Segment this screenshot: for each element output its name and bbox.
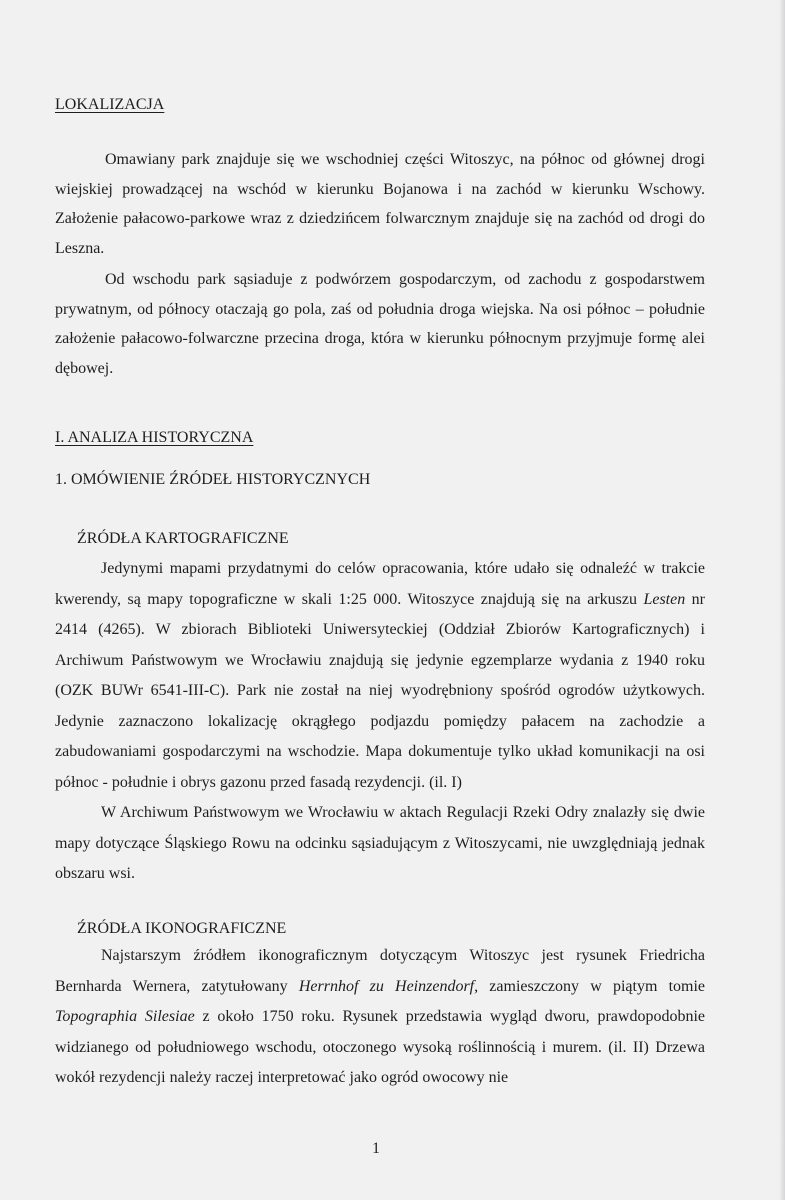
page-edge-shadow (779, 0, 785, 1200)
location-paragraph-2 (55, 265, 705, 383)
heading-zrodla-ikonograficzne: ŹRÓDŁA IKONOGRAFICZNE (77, 920, 287, 937)
location-paragraph-1 (55, 145, 705, 263)
map-sheet-name: Lesten (643, 590, 686, 608)
paragraph-text (55, 554, 705, 798)
text-run: nr 2414 (4265). W zbiorach Biblioteki Uniwersyteckiej (Oddział Zbiorów Kartograficznych) i Archiwum Państwowym we Wrocławiu znajdują się jedynie egzemplarze wydania z 1940 roku (OZK BUWr 6541-III-C). Park nie został na niej wyodrębniony spośród ogrodów użytkowych. Jedynie zaznaczono lokalizację okrągłego podjazdu pomiędzy pałacem na zachodzie a zabudowaniami gospodarczymi na wschodzie. Mapa dokumentuje tylko układ komunikacji na osi północ - południe i obrys gazonu przed fasadą rezydencji. (il. I) (55, 590, 706, 791)
text-run: Najstarszym źródłem ikonograficznym dotyczącym Witoszyc jest rysunek Friedricha Bernharda Wernera, zatytułowany (55, 947, 705, 995)
cartographic-paragraph-2 (55, 798, 705, 890)
book-title: Topographia Silesiae (55, 1008, 195, 1026)
heading-omowienie-zrodel: 1. OMÓWIENIE ŹRÓDEŁ HISTORYCZNYCH (55, 471, 371, 488)
paragraph-text: W Archiwum Państwowym we Wrocławiu w aktach Regulacji Rzeki Odry znalazły się dwie mapy dotyczące Śląskiego Rowu na odcinku sąsiadującym z Witoszycami, nie uwzględniają jednak obszaru wsi. (55, 804, 705, 882)
heading-lokalizacja: LOKALIZACJA (55, 96, 165, 113)
paragraph-text (55, 941, 705, 1094)
text-run: Jedynymi mapami przydatnymi do celów opracowania, które udało się odnaleźć w trakcie kwerendy, są mapy topograficzne w skali 1:25 000. Witoszyce znajdują się na arkuszu (55, 560, 705, 608)
paragraph-text: Omawiany park znajduje się we wschodniej części Witoszyc, na północ od głównej drogi wiejskiej prowadzącej na wschód w kierunku Bojanowa i na zachód w kierunku Wschowy. Założenie pałacowo-parkowe wraz z dziedzińcem folwarcznym znajduje się na zachód od drogi do Leszna. (55, 151, 705, 257)
text-run: zamieszczony w piątym tomie (478, 977, 706, 995)
iconographic-paragraph-1 (55, 941, 705, 1094)
page-number: 1 (372, 1140, 380, 1157)
paragraph-text: Od wschodu park sąsiaduje z podwórzem gospodarczym, od zachodu z gospodarstwem prywatnym, od północy otaczają go pola, zaś od południa droga wiejska. Na osi północ – południe założenie pałacowo-folwarczne przecina droga, która w kierunku północnym przyjmuje formę alei dębowej. (55, 271, 705, 377)
heading-zrodla-kartograficzne: ŹRÓDŁA KARTOGRAFICZNE (77, 530, 289, 547)
cartographic-paragraph-1 (55, 554, 705, 798)
heading-analiza-historyczna: I. ANALIZA HISTORYCZNA (55, 429, 254, 446)
drawing-title: Herrnhof zu Heinzendorf, (298, 977, 479, 995)
text-run: z około 1750 roku. Rysunek przedstawia wygląd dworu, prawdopodobnie widzianego od południowego wschodu, otoczonego wysoką roślinnością i murem. (il. II) Drzewa wokół rezydencji należy raczej interpretować jako ogród owocowy nie (55, 1008, 705, 1087)
